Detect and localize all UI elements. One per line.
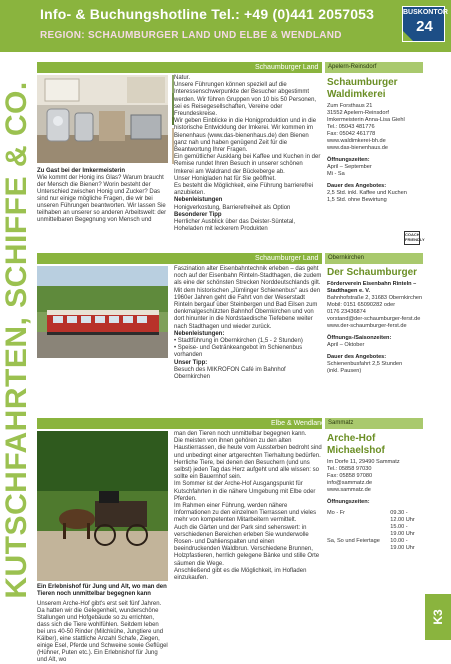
email-link[interactable]: vorstand@der-schaumburger-ferst.de [327, 316, 421, 322]
page-code: K3 [431, 609, 445, 625]
provider-name-line2: Michaelshof [327, 445, 385, 456]
paragraph: Unsere Führungen können speziell auf die Interessenschwerpunkte der Besucher abgestimmt werden. Wir führen Gruppen von 10 bis 50 Personen, sei es Reisegesellschaften, Vereine oder Freundeskreise. [174, 82, 317, 118]
website-link[interactable]: www.das-bienenhaus.de [327, 145, 388, 151]
paragraph: Natur. [174, 75, 191, 81]
schaumburger-description [174, 266, 322, 381]
schaumburger-contact: Förderverein Eisenbahn Rinteln – Stadthagen e. V. Bahnhofstraße 2, 31683 Obernkirchen Mobil: 0151 65090282 oder 0176 23436874 vorstand@der-schaumburger-ferst.de www.der-schaumburger-ferst.de Öffnungs-/Saisonzeiten: April – Oktober Dauer des Angebotes: Schienenbusfahrt 2,5 Stunden (inkl. Pausen) [327, 281, 423, 374]
region-label: Elbe & Wendland [271, 420, 325, 427]
side-title: KUTSCHFAHRTEN, SCHIFFE & CO. [0, 81, 33, 599]
paragraph: Ein gemütlicher Ausklang bei Kaffee und Kuchen in der Remise rundet Ihren Besuch in unserer schönen Imkerei am Waldrand der Bückeberge ab. [174, 154, 321, 175]
region-label: Schaumburger Land [255, 64, 319, 71]
apelern-contact: Zum Forsthaus 21 31552 Apelern-Reinsdorf Imkermeisterin Anna-Lisa Giehl Tel.: 05043 481776 Fax: 05042 461778 www.waldimkerei-bh.de www.das-bienenhaus.de Öffnungszeiten: April – September Mi - Sa Dauer des Angebotes: 2,5 Std. inkl. Kaffee und Kuchen 1,5 Std. ohne Bewirtung [327, 103, 423, 204]
tip-heading: Unser Tipp: [174, 359, 208, 366]
special-text: Herrlicher Ausblick über das Deister-Süntetal, Hoheladen mit leckerem Produkten [174, 219, 296, 233]
apelern-description [174, 75, 322, 250]
page-header [0, 0, 451, 52]
horse-carriage-photo [37, 431, 168, 581]
paragraph: Es besteht die Möglichkeit, eine Führung barrierefrei anzubieten. [174, 183, 314, 197]
paragraph: Die meisten von ihnen gehören zu den alten Haustierrassen, die heute vom Aussterben bedroht sind und unbedingt einer artgerechten Tierhaltung bedürfen. Herrliche Tiere, bei denen den Besuchern (und uns selbst) jeden Tag das Herz aufgeht und alle wissen: so sollte ein Bauernhof sein. [174, 438, 322, 481]
paragraph: Wir geben Einblicke in die Honigproduktion und in die historische Entwicklung der Imkerei. Wir kommen im Bienenhaus (www.das-bienenhaus.de) den Bienen ganz nah und haben genügend Zeit für die Beantwortung Ihrer Fragen. [174, 118, 317, 154]
place-label: Apelern-Reinsdorf [328, 64, 377, 70]
region-label: Schaumburger Land [255, 255, 319, 262]
hours-row: Mo - Fr 09.30 - 12.00 Uhr [327, 510, 415, 523]
buskontor-logo[interactable]: BUSKONTOR 24 [402, 6, 445, 42]
provider-name-line1: Schaumburger [327, 77, 398, 88]
booking-hotline: Info- & Buchungshotline Tel.: +49 (0)441 2057053 [40, 6, 375, 22]
extras-heading: Nebenleistungen: [174, 330, 225, 337]
website-link[interactable]: www.sammatz.de [327, 487, 371, 493]
hours-row: Sa, So und Feiertage 10.00 - 19.00 Uhr [327, 538, 415, 551]
hours-row: 15.00 - 19.00 Uhr [390, 524, 415, 537]
place-label: Sammatz [328, 420, 354, 426]
paragraph: Faszination alter Eisenbahntechnik erleben – das geht noch auf der Eisenbahn Rinteln-Stadthagen, die zudem als eine der schönsten Strecken Norddeutschlands gilt. Mit dem historischen „Jümlinger Schienenbus“ aus den 1960er Jahren geht die Fahrt von der Weserstadt Rinteln bergauf über Steinbergen und Bad Eilsen zum denkmalgeschützten Bahnhof Obernkirchen und von dort hinunter in die Nordstaedische Tiefebene weiter nach Stadthagen und wieder zurück. [174, 266, 322, 330]
paragraph: Auch die Gärten und der Park sind sehenswert: in verschiedenen Bereichen erleben Sie wunderwolle Rosen- und Dahlienspalten und einen beeindruckenden Waldbrun. Verschiedene Brunnen, Holzpfastieren, herrlich gelegene Bänke und stille Orte säumen die Wege. [174, 524, 320, 567]
provider-name-line2: Waldimkerei [327, 89, 386, 100]
provider-name: Der Schaumburger [327, 267, 418, 278]
page-code-tab [425, 594, 451, 640]
arche-contact: Im Dorfe 11, 29490 Sammatz Tel.: 05858 97030 Fax: 05858 97080 info@sammatz.de www.sammatz.de Öffnungszeiten: [327, 459, 423, 506]
tip-text: Besuch des MIKROFON Café im Bahnhof Obernkirchen [174, 366, 286, 381]
opening-hours [327, 510, 423, 552]
region-line: REGION: SCHAUMBURGER LAND UND ELBE & WENDLAND [40, 30, 342, 41]
place-label: Obernkirchen [328, 255, 365, 261]
railbus-photo [37, 266, 168, 358]
website-link[interactable]: www.der-schaumburger-ferst.de [327, 323, 407, 329]
provider-name-line1: Arche-Hof [327, 433, 376, 444]
extras-text: Honigverkostung, Barrierefreiheit als Option [174, 204, 291, 211]
email-link[interactable]: info@sammatz.de [327, 480, 373, 486]
honey-production-photo [37, 75, 168, 163]
extras-item: • Speise- und Getränkeangebot im Schienenbus vorhanden [174, 345, 303, 359]
special-heading: Besonderer Tipp [174, 211, 222, 218]
extras-heading: Nebenleistungen [174, 197, 223, 204]
arche-caption: Ein Erlebnishof für Jung und Alt, wo man den Tieren noch unmittelbar begegnen kann Unserem Arche-Hof gibt's erst seit fünf Jahren. Da hatten wir die Gelegenheit, wunderschöne Stallungen und Hofgebäude so zu errichten, dass sich die Tiere wohlfühlen. Seitdem leben bei uns 40-50 Rinder (Milchkühe, Jungtiere und Kälber), eine stattliche Anzahl Schafe, Ziegen, einige Esel, Pferde und Schweine sowie Geflügel (Hühner, Puten etc.). Ein Erlebnishof für Jung und Alt, wo [37, 584, 168, 663]
arche-description [174, 431, 322, 582]
coach-friendly-badge: COACH FRIENDLY [404, 231, 420, 245]
extras-item: • Stadtführung in Obernkirchen (1,5 - 2 Stunden) [174, 338, 303, 345]
paragraph: Im Sommer ist der Arche-Hof Ausgangspunkt für Kutschfahrten in die nähere Umgebung mit Elbe oder Pferden. [174, 481, 316, 502]
website-link[interactable]: www.waldimkerei-bh.de [327, 138, 386, 144]
paragraph: man den Tieren noch unmittelbar begegnen kann. [174, 431, 307, 437]
paragraph: Unser Honigladen hat für Sie geöffnet. [174, 175, 276, 182]
paragraph: Anschließend gibt es die Möglichkeit, im Hofladen einzukaufen. [174, 567, 307, 582]
apelern-caption: Zu Gast bei der Imkermeisterin Wie kommt der Honig ins Glas? Warum braucht der Mensch die Bienen? Worin besteht der Unterschied zwischen Honig und Zucker? Das sind nur einige mögliche Fragen, die wir bei unseren Führungen beantworten. Wir lassen Sie teilhaben an unserer so anderen Arbeitswelt: der unmittelbaren Begegnung von Mensch und [37, 168, 167, 223]
paragraph: Im Rahmen einer Führung, werden nähere Informationen zu den einzelnen Tierrassen und vieles mehr von kompetenten Mitarbeitern vermittelt. [174, 503, 317, 524]
side-title-area [0, 60, 34, 620]
